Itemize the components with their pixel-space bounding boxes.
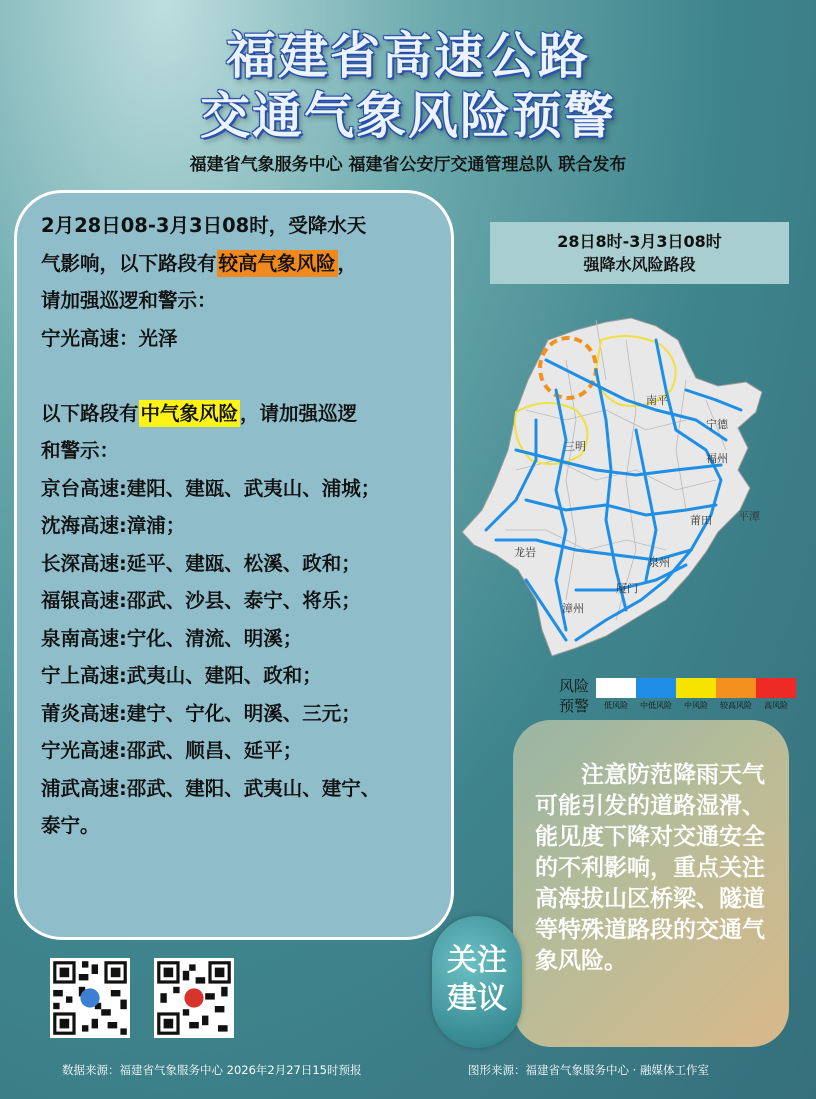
city-label: 平潭	[738, 510, 760, 523]
qr-code-police[interactable]	[154, 958, 234, 1038]
advice-text: 注意防范降雨天气可能引发的道路湿滑、能见度下降对交通安全的不利影响，重点关注高海拔山区桥梁、隧道等特殊道路段的交通气象风险。	[535, 762, 765, 974]
city-label: 福州	[706, 452, 728, 465]
road-item: 泉南高速:宁化、清流、明溪；	[41, 626, 303, 650]
qr-code-weather[interactable]	[50, 958, 130, 1038]
mid-intro-line-1	[41, 395, 451, 433]
map-title	[490, 222, 789, 284]
page-title-line1: 福建省高速公路	[226, 27, 590, 85]
city-label: 厦门	[616, 582, 638, 595]
publisher: 福建省气象服务中心 福建省公安厅交通管理总队 联合发布	[189, 155, 627, 175]
city-label: 泉州	[648, 556, 670, 569]
legend-swatch-mid	[676, 678, 716, 698]
road-item-tail: 泰宁。	[41, 814, 100, 837]
legend-swatch-high	[756, 678, 796, 698]
intro-line-2	[41, 245, 451, 283]
mid-intro-line-2: 和警示：	[41, 439, 120, 462]
advice-badge-line2: 建议	[447, 981, 507, 1016]
province-shape	[462, 318, 762, 656]
city-label: 龙岩	[514, 546, 536, 559]
road-item: 京台高速:建阳、建瓯、武夷山、浦城；	[41, 476, 381, 500]
legend-name: 中低风险	[640, 701, 672, 710]
high-risk-highlight: 较高气象风险	[218, 251, 336, 275]
footer-graphic-source: 图形来源：福建省气象服务中心 · 融媒体工作室	[468, 1063, 709, 1077]
map-title-line2: 强降水风险路段	[583, 255, 696, 274]
road-item: 浦武高速:邵武、建阳、武夷山、建宁、	[41, 776, 381, 800]
intro-line-2-post: ，	[337, 251, 358, 275]
legend-swatch-low	[596, 678, 636, 698]
footer-data-source: 数据来源：福建省气象服务中心 2026年2月27日15时预报	[62, 1063, 362, 1077]
warning-panel	[14, 190, 454, 940]
road-item: 莆炎高速:建宁、宁化、明溪、三元；	[41, 701, 361, 725]
road-item: 沈海高速:漳浦；	[41, 514, 186, 537]
high-risk-road: 宁光高速：光泽	[41, 326, 178, 350]
legend-name: 中风险	[684, 701, 708, 710]
advice-panel	[513, 720, 789, 1047]
city-label: 三明	[564, 440, 586, 453]
advice-badge-line1: 关注	[447, 943, 507, 978]
mid-risk-highlight: 中气象风险	[140, 401, 239, 425]
spacer	[41, 357, 451, 395]
city-label: 莆田	[690, 514, 712, 527]
intro-line-3: 请加强巡逻和警示：	[41, 289, 217, 312]
legend-swatch-mid-low	[636, 678, 676, 698]
city-label: 漳州	[562, 602, 584, 615]
legend-name: 高风险	[764, 701, 788, 710]
mid-intro-pre: 以下路段有	[41, 401, 139, 425]
map-title-line1: 28日8时-3月3日08时	[557, 232, 722, 251]
legend-name: 较高风险	[720, 701, 752, 710]
road-item: 宁上高速:武夷山、建阳、政和；	[41, 664, 322, 687]
city-label: 南平	[646, 394, 668, 407]
road-item: 长深高速:延平、建瓯、松溪、政和；	[41, 551, 361, 575]
city-label: 宁德	[706, 418, 728, 431]
intro-line-2-pre: 气影响，以下路段有	[41, 251, 217, 275]
road-item: 福银高速:邵武、沙县、泰宁、将乐；	[41, 589, 361, 612]
legend-label: 风险预警	[558, 677, 589, 715]
fujian-road-map	[456, 300, 816, 670]
page-title-line2: 交通气象风险预警	[200, 87, 616, 145]
intro-line-1: 2月28日08-3月3日08时，受降水天	[41, 214, 367, 237]
advice-badge	[432, 916, 522, 1048]
legend-name: 低风险	[604, 701, 628, 710]
legend-swatch-high-ish	[716, 678, 756, 698]
mid-intro-post: ，请加强巡逻	[240, 401, 358, 425]
road-item: 宁光高速:邵武、顺昌、延平；	[41, 739, 303, 762]
